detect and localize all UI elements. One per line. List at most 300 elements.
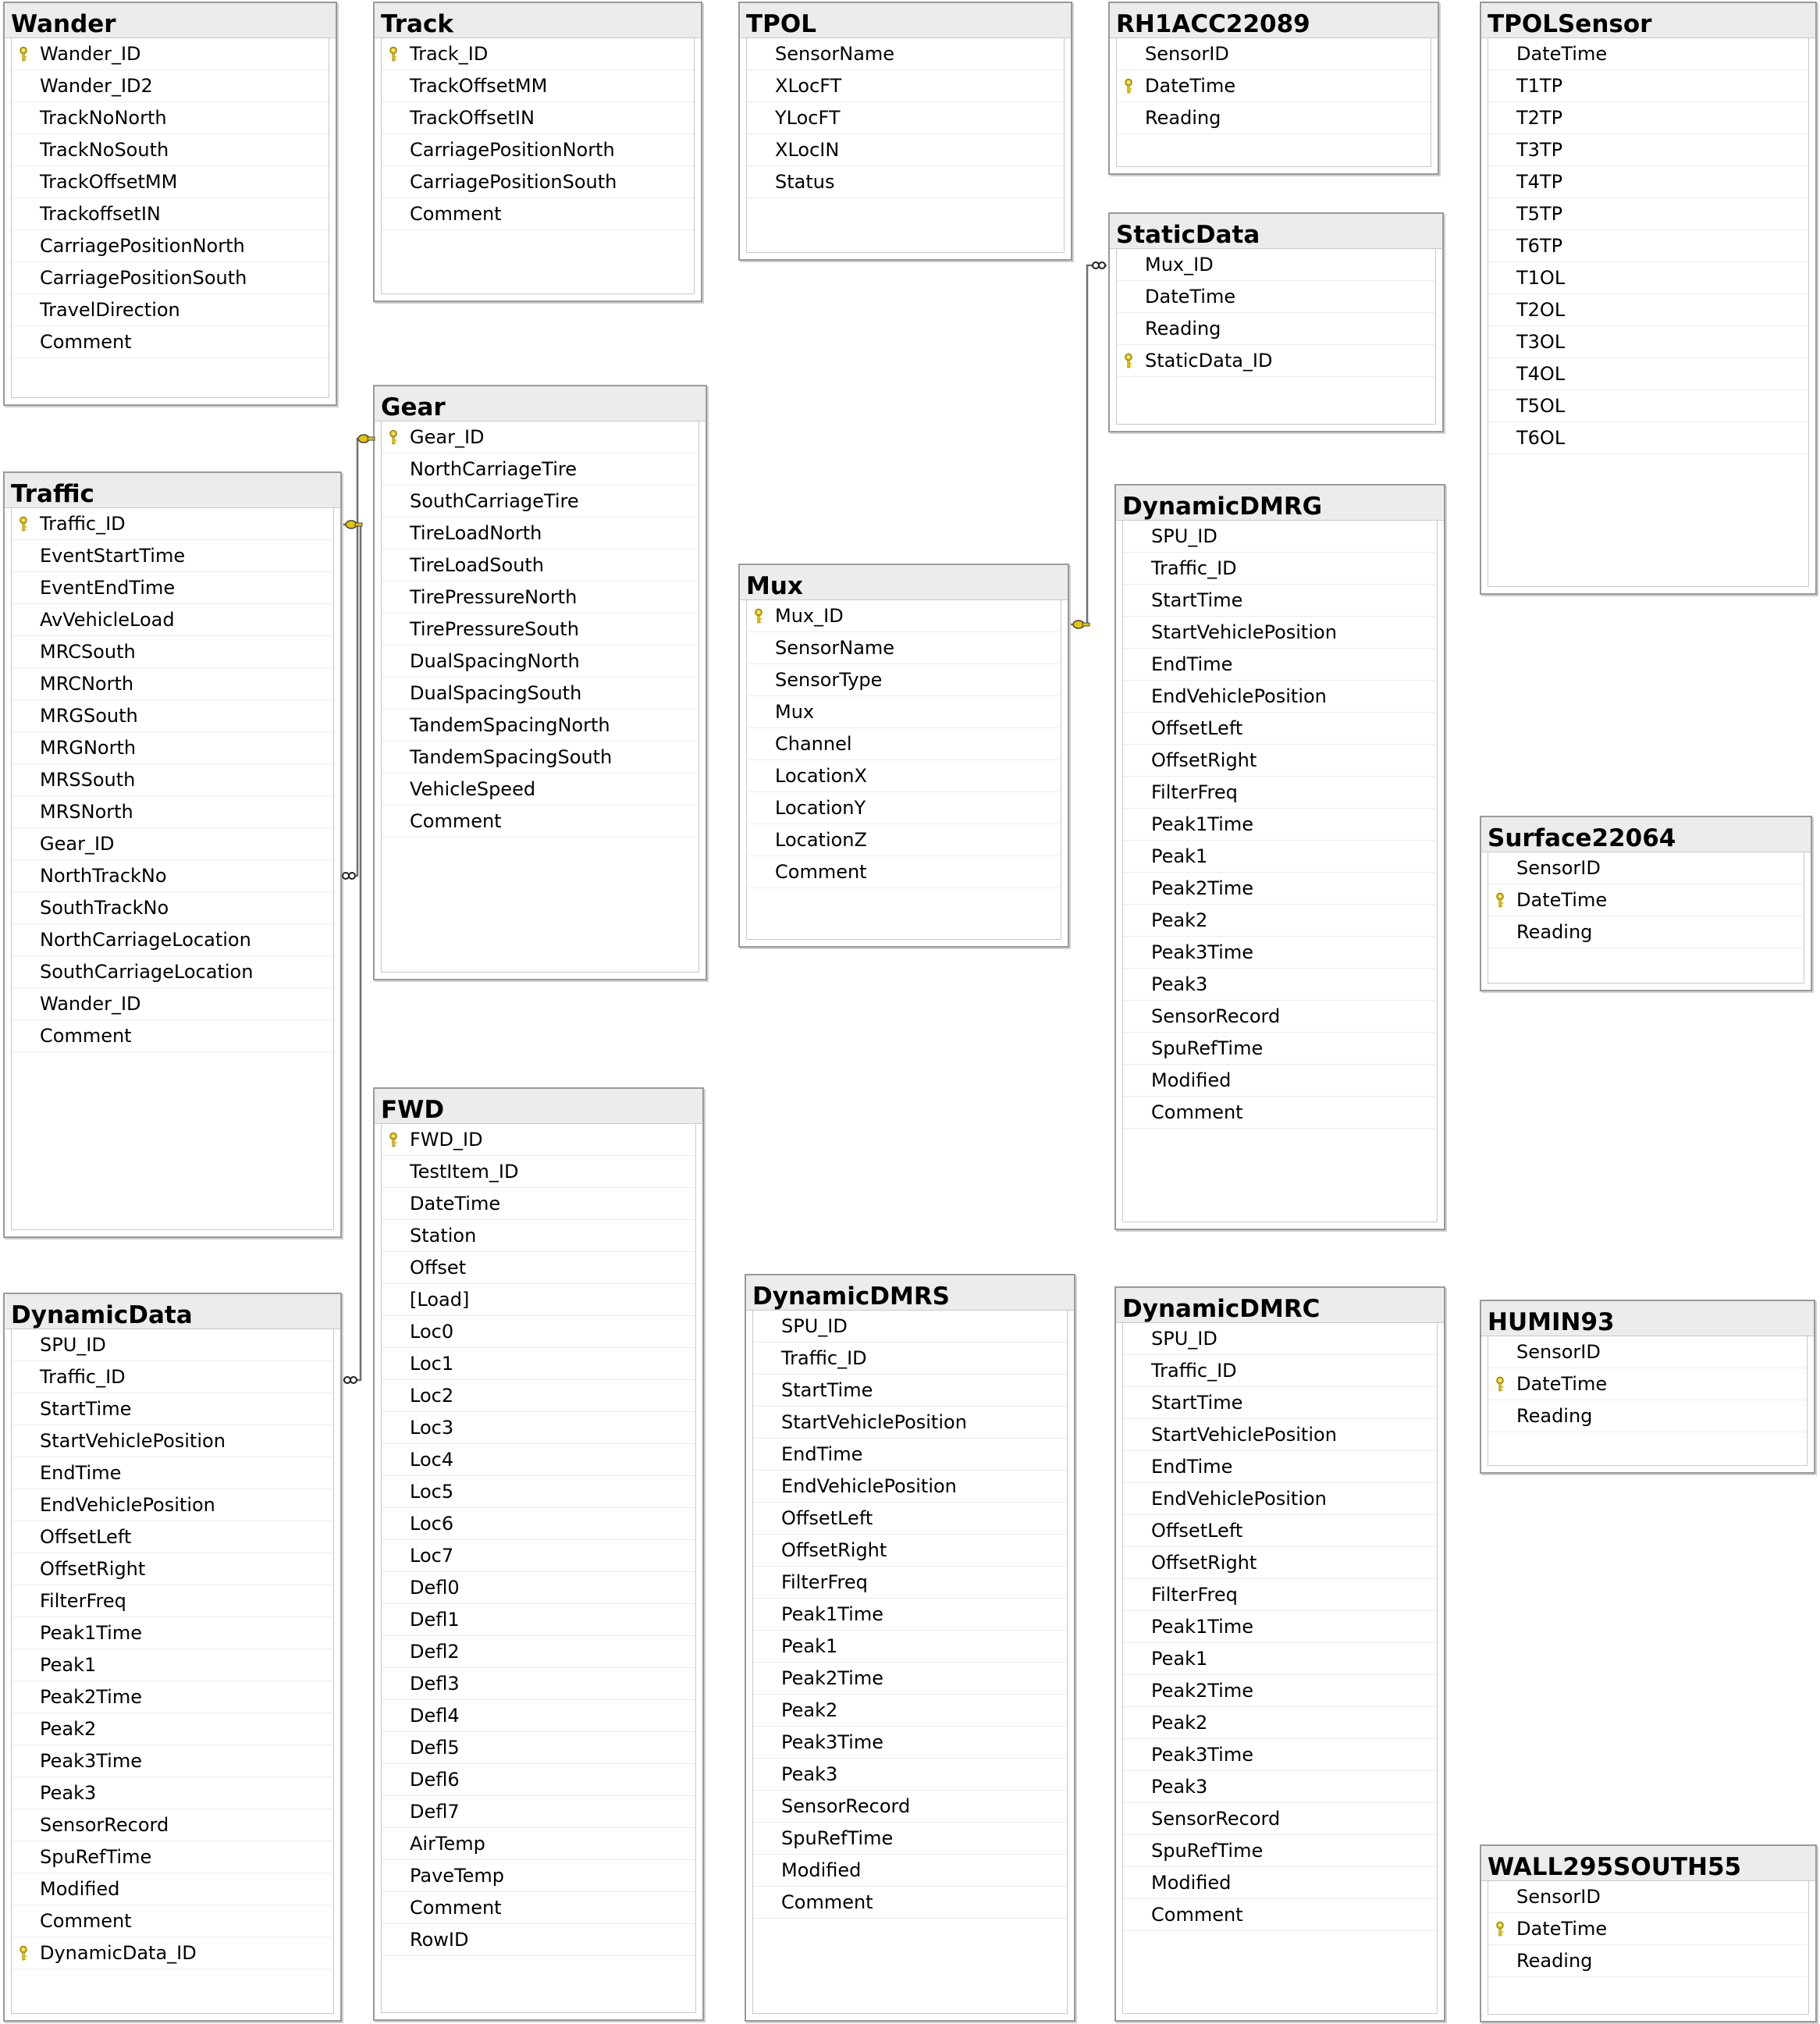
- relationship-gear-traffic[interactable]: [350, 439, 371, 876]
- column-row[interactable]: [382, 1476, 695, 1508]
- column-row[interactable]: [1488, 230, 1808, 262]
- column-row[interactable]: [753, 1887, 1067, 1919]
- column-row[interactable]: [12, 1020, 333, 1052]
- column-name: Traffic_ID: [781, 1347, 867, 1369]
- column-row[interactable]: [1123, 1579, 1437, 1611]
- column-row[interactable]: [382, 1636, 695, 1668]
- column-row[interactable]: [753, 1535, 1067, 1567]
- column-name: VehicleSpeed: [410, 778, 536, 800]
- table-tpolsensor[interactable]: [1480, 2, 1817, 595]
- column-row[interactable]: [753, 1663, 1067, 1695]
- column-name: SensorRecord: [1151, 1808, 1281, 1830]
- column-row[interactable]: [1488, 70, 1808, 102]
- column-row[interactable]: [1123, 1707, 1437, 1739]
- column-row[interactable]: [382, 1252, 695, 1284]
- column-name: LocationY: [775, 797, 866, 819]
- column-name: Defl6: [410, 1769, 460, 1791]
- column-row[interactable]: [12, 1713, 333, 1745]
- column-row[interactable]: [1123, 745, 1437, 777]
- column-list: [11, 507, 334, 1230]
- column-row[interactable]: [12, 828, 333, 860]
- column-row[interactable]: [747, 102, 1064, 134]
- column-name: Loc3: [410, 1417, 454, 1439]
- column-row[interactable]: [747, 38, 1064, 70]
- table-mux[interactable]: [738, 564, 1069, 948]
- column-row[interactable]: [1117, 38, 1431, 70]
- column-row[interactable]: [1117, 249, 1435, 281]
- table-title[interactable]: DynamicDMRC: [1116, 1288, 1444, 1323]
- column-row[interactable]: [753, 1855, 1067, 1887]
- column-row[interactable]: [382, 1188, 695, 1220]
- table-staticdata[interactable]: [1108, 212, 1444, 432]
- column-list: [381, 1123, 696, 2013]
- column-row[interactable]: [747, 134, 1064, 166]
- table-gear[interactable]: [373, 385, 707, 980]
- column-row[interactable]: [1123, 681, 1437, 713]
- table-title[interactable]: DynamicDMRG: [1116, 486, 1444, 521]
- table-rh1acc22089[interactable]: [1108, 2, 1439, 175]
- column-row[interactable]: [382, 166, 694, 198]
- column-row[interactable]: [753, 1695, 1067, 1727]
- column-row[interactable]: [747, 760, 1061, 792]
- column-name: FilterFreq: [40, 1590, 126, 1612]
- column-row[interactable]: [1488, 1400, 1807, 1432]
- column-name: Comment: [40, 1025, 132, 1047]
- column-row[interactable]: [12, 1329, 333, 1361]
- column-row[interactable]: [382, 454, 698, 486]
- column-row[interactable]: [753, 1439, 1067, 1471]
- table-title[interactable]: DynamicData: [5, 1294, 340, 1329]
- column-row[interactable]: [382, 1540, 695, 1572]
- column-row[interactable]: [12, 1457, 333, 1489]
- column-row[interactable]: [1488, 422, 1808, 454]
- column-name: EventStartTime: [40, 545, 186, 567]
- column-name: LocationZ: [775, 829, 867, 851]
- column-row[interactable]: [753, 1503, 1067, 1535]
- column-row[interactable]: [382, 102, 694, 134]
- column-row[interactable]: [1488, 1913, 1808, 1945]
- column-row[interactable]: [12, 892, 333, 924]
- column-row[interactable]: [1488, 198, 1808, 230]
- column-row[interactable]: [12, 1873, 333, 1905]
- column-name: EndVehiclePosition: [1151, 685, 1327, 707]
- column-row[interactable]: [747, 792, 1061, 824]
- column-row[interactable]: [382, 678, 698, 710]
- column-row[interactable]: [1488, 916, 1804, 948]
- column-name: Loc2: [410, 1385, 454, 1407]
- column-row[interactable]: [1123, 1771, 1437, 1803]
- column-row[interactable]: [747, 632, 1061, 664]
- column-row[interactable]: [1123, 1033, 1437, 1065]
- column-row[interactable]: [1123, 777, 1437, 809]
- column-list: [746, 599, 1061, 940]
- table-humin93[interactable]: [1480, 1300, 1815, 1474]
- column-row[interactable]: [382, 742, 698, 774]
- table-title[interactable]: TPOL: [740, 3, 1071, 38]
- column-name: Comment: [781, 1891, 873, 1913]
- column-row[interactable]: [1123, 841, 1437, 873]
- table-dynamicdmrg[interactable]: [1114, 484, 1445, 1230]
- table-title[interactable]: Track: [375, 3, 701, 38]
- column-row[interactable]: [12, 572, 333, 604]
- column-row[interactable]: [12, 860, 333, 892]
- column-row[interactable]: [382, 1316, 695, 1348]
- column-name: Peak2: [781, 1699, 838, 1721]
- column-row[interactable]: [1488, 166, 1808, 198]
- column-row[interactable]: [1123, 1739, 1437, 1771]
- table-dynamicdmrc[interactable]: [1114, 1286, 1445, 2022]
- table-dynamicdata[interactable]: [3, 1293, 342, 2022]
- column-row[interactable]: [12, 102, 329, 134]
- table-title[interactable]: HUMIN93: [1481, 1301, 1814, 1336]
- column-row[interactable]: [1123, 1355, 1437, 1387]
- column-name: FilterFreq: [1151, 781, 1238, 803]
- column-row[interactable]: [1488, 102, 1808, 134]
- column-row[interactable]: [12, 1553, 333, 1585]
- column-name: SouthTrackNo: [40, 897, 169, 919]
- column-name: T6OL: [1516, 427, 1566, 449]
- column-row[interactable]: [1488, 1368, 1807, 1400]
- column-row[interactable]: [12, 1393, 333, 1425]
- column-row[interactable]: [747, 166, 1064, 198]
- table-title[interactable]: TPOLSensor: [1481, 3, 1815, 38]
- column-row[interactable]: [12, 1361, 333, 1393]
- column-row[interactable]: [382, 1892, 695, 1924]
- column-row[interactable]: [382, 710, 698, 742]
- primary-key-icon: [387, 429, 400, 445]
- table-title[interactable]: RH1ACC22089: [1110, 3, 1438, 38]
- column-name: Comment: [1151, 1904, 1243, 1926]
- column-row[interactable]: [1123, 937, 1437, 969]
- column-row[interactable]: [1123, 1323, 1437, 1355]
- column-name: Comment: [410, 1897, 502, 1919]
- column-row[interactable]: [1123, 521, 1437, 553]
- column-name: FilterFreq: [781, 1571, 868, 1593]
- column-name: SpuRefTime: [1151, 1840, 1264, 1862]
- column-row[interactable]: [382, 1284, 695, 1316]
- table-title[interactable]: DynamicDMRS: [746, 1275, 1074, 1311]
- column-row[interactable]: [753, 1599, 1067, 1631]
- column-row[interactable]: [382, 486, 698, 518]
- column-name: T4OL: [1516, 363, 1566, 385]
- column-row[interactable]: [382, 582, 698, 614]
- column-row[interactable]: [382, 550, 698, 582]
- column-row[interactable]: [12, 1489, 333, 1521]
- column-row[interactable]: [1117, 313, 1435, 345]
- column-row[interactable]: [1123, 1675, 1437, 1707]
- column-name: Reading: [1516, 921, 1593, 943]
- column-row[interactable]: [382, 1732, 695, 1764]
- column-name: MRSSouth: [40, 769, 136, 791]
- column-row[interactable]: [12, 1617, 333, 1649]
- column-row[interactable]: [753, 1631, 1067, 1663]
- column-row[interactable]: [753, 1407, 1067, 1439]
- column-name: Loc4: [410, 1449, 454, 1471]
- column-name: Mux: [775, 701, 815, 723]
- column-row[interactable]: [1123, 713, 1437, 745]
- column-row[interactable]: [382, 1220, 695, 1252]
- table-wander[interactable]: [3, 2, 337, 406]
- table-fwd[interactable]: [373, 1087, 704, 2021]
- column-row[interactable]: [382, 198, 694, 230]
- column-row[interactable]: [1123, 1097, 1437, 1129]
- column-row[interactable]: [1123, 1611, 1437, 1643]
- column-row[interactable]: [12, 796, 333, 828]
- column-name: TrackNoNorth: [40, 107, 167, 129]
- column-row[interactable]: [12, 134, 329, 166]
- column-row[interactable]: [382, 38, 694, 70]
- column-name: SPU_ID: [40, 1334, 106, 1356]
- column-row[interactable]: [1117, 281, 1435, 313]
- column-row[interactable]: [12, 1809, 333, 1841]
- column-row[interactable]: [747, 728, 1061, 760]
- column-name: DateTime: [1516, 43, 1608, 65]
- column-row[interactable]: [753, 1471, 1067, 1503]
- column-row[interactable]: [1123, 1419, 1437, 1451]
- column-row[interactable]: [12, 262, 329, 294]
- column-row[interactable]: [1123, 1451, 1437, 1483]
- column-row[interactable]: [1123, 649, 1437, 681]
- column-row[interactable]: [12, 1905, 333, 1937]
- column-row[interactable]: [1123, 1387, 1437, 1419]
- column-row[interactable]: [382, 422, 698, 454]
- column-name: EndTime: [1151, 1456, 1233, 1478]
- column-row[interactable]: [382, 1668, 695, 1700]
- column-row[interactable]: [1123, 1547, 1437, 1579]
- column-name: Peak1Time: [781, 1603, 883, 1625]
- column-row[interactable]: [753, 1823, 1067, 1855]
- column-row[interactable]: [1488, 326, 1808, 358]
- column-row[interactable]: [382, 1124, 695, 1156]
- column-name: CarriagePositionSouth: [410, 171, 617, 193]
- column-row[interactable]: [382, 1156, 695, 1188]
- column-row[interactable]: [382, 1796, 695, 1828]
- table-title[interactable]: StaticData: [1110, 214, 1442, 249]
- column-name: TirePressureSouth: [410, 618, 579, 640]
- column-row[interactable]: [12, 668, 333, 700]
- column-row[interactable]: [12, 70, 329, 102]
- column-row[interactable]: [1123, 1065, 1437, 1097]
- column-row[interactable]: [12, 1841, 333, 1873]
- column-row[interactable]: [1123, 617, 1437, 649]
- column-row[interactable]: [1123, 1899, 1437, 1931]
- column-name: StartTime: [40, 1398, 132, 1420]
- column-row[interactable]: [12, 924, 333, 956]
- column-row[interactable]: [1123, 1001, 1437, 1033]
- column-row[interactable]: [747, 856, 1061, 888]
- column-row[interactable]: [12, 1585, 333, 1617]
- column-list: [1116, 248, 1436, 425]
- table-track[interactable]: [373, 2, 702, 302]
- column-row[interactable]: [1488, 852, 1804, 884]
- primary-key-icon: [1122, 353, 1135, 368]
- column-row[interactable]: [382, 1764, 695, 1796]
- column-row[interactable]: [1488, 1881, 1808, 1913]
- table-wall295south55[interactable]: [1480, 1844, 1817, 2022]
- column-row[interactable]: [1488, 38, 1808, 70]
- column-row[interactable]: [1488, 294, 1808, 326]
- table-title[interactable]: WALL295SOUTH55: [1481, 1846, 1815, 1881]
- column-row[interactable]: [1123, 1803, 1437, 1835]
- column-row[interactable]: [12, 700, 333, 732]
- column-row[interactable]: [1123, 585, 1437, 617]
- column-row[interactable]: [12, 1649, 333, 1681]
- column-row[interactable]: [1117, 102, 1431, 134]
- column-row[interactable]: [382, 1860, 695, 1892]
- column-row[interactable]: [12, 1745, 333, 1777]
- column-row[interactable]: [753, 1311, 1067, 1343]
- column-name: T1OL: [1516, 267, 1566, 289]
- column-row[interactable]: [1123, 1515, 1437, 1547]
- column-row[interactable]: [12, 540, 333, 572]
- column-name: Reading: [1145, 107, 1221, 129]
- primary-key-icon: [387, 46, 400, 62]
- column-name: DualSpacingNorth: [410, 650, 580, 672]
- column-name: OffsetRight: [40, 1558, 146, 1580]
- column-row[interactable]: [753, 1759, 1067, 1791]
- table-title[interactable]: Gear: [375, 386, 706, 422]
- column-row[interactable]: [753, 1375, 1067, 1407]
- column-name: DateTime: [410, 1193, 501, 1215]
- relationship-mux-staticdata[interactable]: [1071, 265, 1107, 624]
- column-name: OffsetLeft: [1151, 717, 1243, 739]
- column-list: [1488, 852, 1804, 984]
- column-row[interactable]: [1123, 1867, 1437, 1899]
- column-name: T2OL: [1516, 299, 1566, 321]
- column-row[interactable]: [1117, 70, 1431, 102]
- column-name: SensorID: [1516, 857, 1601, 879]
- column-row[interactable]: [1123, 969, 1437, 1001]
- column-row[interactable]: [382, 806, 698, 838]
- column-row[interactable]: [382, 70, 694, 102]
- column-row[interactable]: [382, 1604, 695, 1636]
- column-name: Traffic_ID: [40, 1366, 126, 1388]
- column-row[interactable]: [1123, 809, 1437, 841]
- column-name: Wander_ID: [40, 993, 141, 1015]
- column-name: OffsetLeft: [40, 1526, 132, 1548]
- table-dynamicdmrs[interactable]: [745, 1274, 1075, 2022]
- column-row[interactable]: [1488, 390, 1808, 422]
- column-row[interactable]: [1123, 1835, 1437, 1867]
- column-name: EndTime: [1151, 653, 1233, 675]
- column-row[interactable]: [1488, 1945, 1808, 1977]
- column-name: Peak2: [1151, 909, 1208, 931]
- column-row[interactable]: [1488, 884, 1804, 916]
- column-row[interactable]: [12, 732, 333, 764]
- table-title[interactable]: FWD: [375, 1089, 702, 1124]
- column-row[interactable]: [1117, 345, 1435, 377]
- column-row[interactable]: [382, 134, 694, 166]
- column-list: [1488, 1880, 1809, 2015]
- column-row[interactable]: [1123, 873, 1437, 905]
- column-name: SensorRecord: [40, 1814, 169, 1836]
- relationship-many-end: [1093, 262, 1105, 269]
- table-tpol[interactable]: [738, 2, 1072, 261]
- column-row[interactable]: [12, 1521, 333, 1553]
- column-row[interactable]: [12, 988, 333, 1020]
- column-name: MRGSouth: [40, 705, 138, 727]
- column-row[interactable]: [382, 1444, 695, 1476]
- column-row[interactable]: [1123, 905, 1437, 937]
- column-row[interactable]: [382, 1572, 695, 1604]
- column-name: Defl3: [410, 1673, 460, 1695]
- column-row[interactable]: [12, 230, 329, 262]
- column-row[interactable]: [747, 600, 1061, 632]
- column-row[interactable]: [382, 1412, 695, 1444]
- column-row[interactable]: [12, 764, 333, 796]
- column-row[interactable]: [1488, 358, 1808, 390]
- column-row[interactable]: [747, 824, 1061, 856]
- relationship-traffic-dynamicdata[interactable]: [343, 525, 361, 1380]
- column-row[interactable]: [12, 636, 333, 668]
- table-traffic[interactable]: [3, 471, 342, 1238]
- column-row[interactable]: [12, 326, 329, 358]
- column-row[interactable]: [382, 1700, 695, 1732]
- column-row[interactable]: [382, 1348, 695, 1380]
- column-row[interactable]: [12, 508, 333, 540]
- column-row[interactable]: [12, 1425, 333, 1457]
- column-row[interactable]: [747, 696, 1061, 728]
- column-row[interactable]: [12, 38, 329, 70]
- column-row[interactable]: [12, 166, 329, 198]
- column-row[interactable]: [382, 518, 698, 550]
- column-row[interactable]: [747, 70, 1064, 102]
- column-name: Comment: [775, 861, 867, 883]
- column-row[interactable]: [12, 294, 329, 326]
- table-title[interactable]: Wander: [5, 3, 336, 38]
- column-row[interactable]: [12, 1681, 333, 1713]
- column-row[interactable]: [382, 1828, 695, 1860]
- relationship-key-end: [1073, 621, 1090, 628]
- column-name: Peak2: [40, 1718, 97, 1740]
- column-row[interactable]: [747, 664, 1061, 696]
- column-row[interactable]: [753, 1567, 1067, 1599]
- column-row[interactable]: [382, 1508, 695, 1540]
- column-row[interactable]: [1488, 134, 1808, 166]
- column-row[interactable]: [382, 646, 698, 678]
- column-name: T3TP: [1516, 139, 1563, 161]
- column-row[interactable]: [12, 1777, 333, 1809]
- table-title[interactable]: Traffic: [5, 473, 340, 508]
- column-row[interactable]: [1488, 1336, 1807, 1368]
- column-row[interactable]: [753, 1727, 1067, 1759]
- column-name: Peak3Time: [1151, 941, 1253, 963]
- column-row[interactable]: [12, 956, 333, 988]
- column-row[interactable]: [1123, 553, 1437, 585]
- column-name: NorthTrackNo: [40, 865, 167, 887]
- column-row[interactable]: [753, 1343, 1067, 1375]
- column-row[interactable]: [12, 604, 333, 636]
- table-title[interactable]: Mux: [740, 565, 1068, 600]
- column-name: LocationX: [775, 765, 867, 787]
- table-surface22064[interactable]: [1480, 816, 1812, 991]
- primary-key-icon: [752, 608, 765, 624]
- column-name: EndTime: [40, 1462, 122, 1484]
- column-row[interactable]: [382, 1924, 695, 1956]
- column-row[interactable]: [1488, 262, 1808, 294]
- column-row[interactable]: [382, 774, 698, 806]
- column-name: Defl0: [410, 1577, 460, 1599]
- column-row[interactable]: [382, 1380, 695, 1412]
- column-row[interactable]: [1123, 1483, 1437, 1515]
- column-row[interactable]: [12, 198, 329, 230]
- column-row[interactable]: [382, 614, 698, 646]
- table-title[interactable]: Surface22064: [1481, 817, 1811, 852]
- column-row[interactable]: [12, 1937, 333, 1969]
- column-row[interactable]: [1123, 1643, 1437, 1675]
- column-name: Peak3: [1151, 973, 1208, 995]
- column-row[interactable]: [753, 1791, 1067, 1823]
